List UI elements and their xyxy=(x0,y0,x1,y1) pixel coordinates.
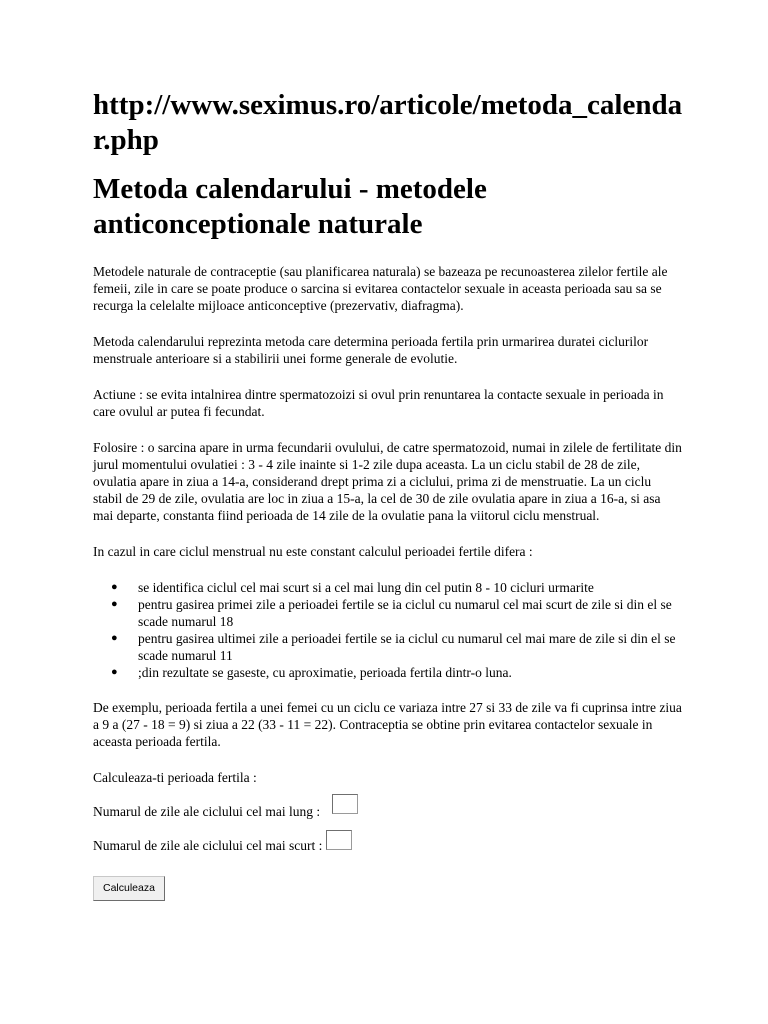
example-paragraph: De exemplu, perioada fertila a unei femei cu un ciclu ce variaza intre 27 si 33 de zile va fi cuprinsa intre ziua a 9 a (27 - 18 = 9) si ziua a 22 (33 - 11 = 22). Contraceptia se obtine prin evitarea contactelor sexuale in aceasta perioada fertila. xyxy=(93,700,682,749)
page-title: Metoda calendarului - metodele anticonceptionale naturale xyxy=(93,173,487,240)
list-item-text: se identifica ciclul cel mai scurt si a cel mai lung din cel putin 8 - 10 cicluri urmarite xyxy=(138,580,594,595)
longest-cycle-row xyxy=(93,800,683,820)
longest-cycle-label: Numarul de zile ale ciclului cel mai lung : xyxy=(93,804,321,819)
list-item xyxy=(111,596,683,630)
bullet-icon: ● xyxy=(111,632,118,644)
variable-cycle-paragraph: In cazul in care ciclul menstrual nu este constant calculul perioadei fertile difera : xyxy=(93,544,533,559)
list-item xyxy=(111,630,683,664)
folosire-paragraph: Folosire : o sarcina apare in urma fecundarii ovulului, de catre spermatozoid, numai in zilele de fertilitate din jurul momentului ovulatiei : 3 - 4 zile inainte si 1-2 zile dupa aceasta. La un ciclu stabil de 28 de zile, ovulatia apare in ziua a 14-a, considerand drept prima zi a ciclului, prima zi de menstruatie. La un ciclu stabil de 29 de zile, ovulatia are loc in ziua a 15-a, la cel de 30 de zile ovulatia apare in ziua a 16-a, si asa mai departe, constanta fiind perioada de 14 zile de la ovulatie pana la viitorul ciclu menstrual. xyxy=(93,440,682,523)
shortest-cycle-label: Numarul de zile ale ciclului cel mai scurt : xyxy=(93,838,323,853)
bullet-icon: ● xyxy=(111,666,118,678)
actiune-paragraph: Actiune : se evita intalnirea dintre spermatozoizi si ovul prin renuntarea la contacte sexuale in perioada in care ovulul ar putea fi fecundat. xyxy=(93,387,664,419)
shortest-cycle-input[interactable] xyxy=(326,830,352,850)
bullet-icon: ● xyxy=(111,598,118,610)
definition-paragraph: Metoda calendarului reprezinta metoda care determina perioada fertila prin urmarirea duratei ciclurilor menstruale anterioare si a stabilirii unei forme generale de evolutie. xyxy=(93,334,649,366)
bullet-icon: ● xyxy=(111,581,118,593)
steps-list xyxy=(93,579,683,681)
list-item xyxy=(111,664,683,681)
list-item-text: pentru gasirea ultimei zile a perioadei fertile se ia ciclul cu numarul cel mai mare de zile si din el se scade numarul 11 xyxy=(138,631,676,663)
calculate-button[interactable]: Calculeaza xyxy=(93,876,165,901)
list-item-text: ;din rezultate se gaseste, cu aproximatie, perioada fertila dintr-o luna. xyxy=(138,665,512,680)
list-item xyxy=(111,579,683,596)
shortest-cycle-row xyxy=(93,834,683,854)
document-page xyxy=(93,88,683,901)
intro-paragraph: Metodele naturale de contraceptie (sau planificarea naturala) se bazeaza pe recunoasterea zilelor fertile ale femeii, zile in care se poate produce o sarcina si evitarea contactelor sexuale in aceasta perioada sau sa se recurga la celelalte mijloace anticonceptive (prezervativ, diafragma). xyxy=(93,264,668,313)
calculator-heading: Calculeaza-ti perioada fertila : xyxy=(93,770,257,785)
url-heading: http://www.seximus.ro/articole/metoda_calendar.php xyxy=(93,89,683,156)
longest-cycle-input[interactable] xyxy=(332,794,358,814)
list-item-text: pentru gasirea primei zile a perioadei fertile se ia ciclul cu numarul cel mai scurt de zile si din el se scade numarul 18 xyxy=(138,597,672,629)
